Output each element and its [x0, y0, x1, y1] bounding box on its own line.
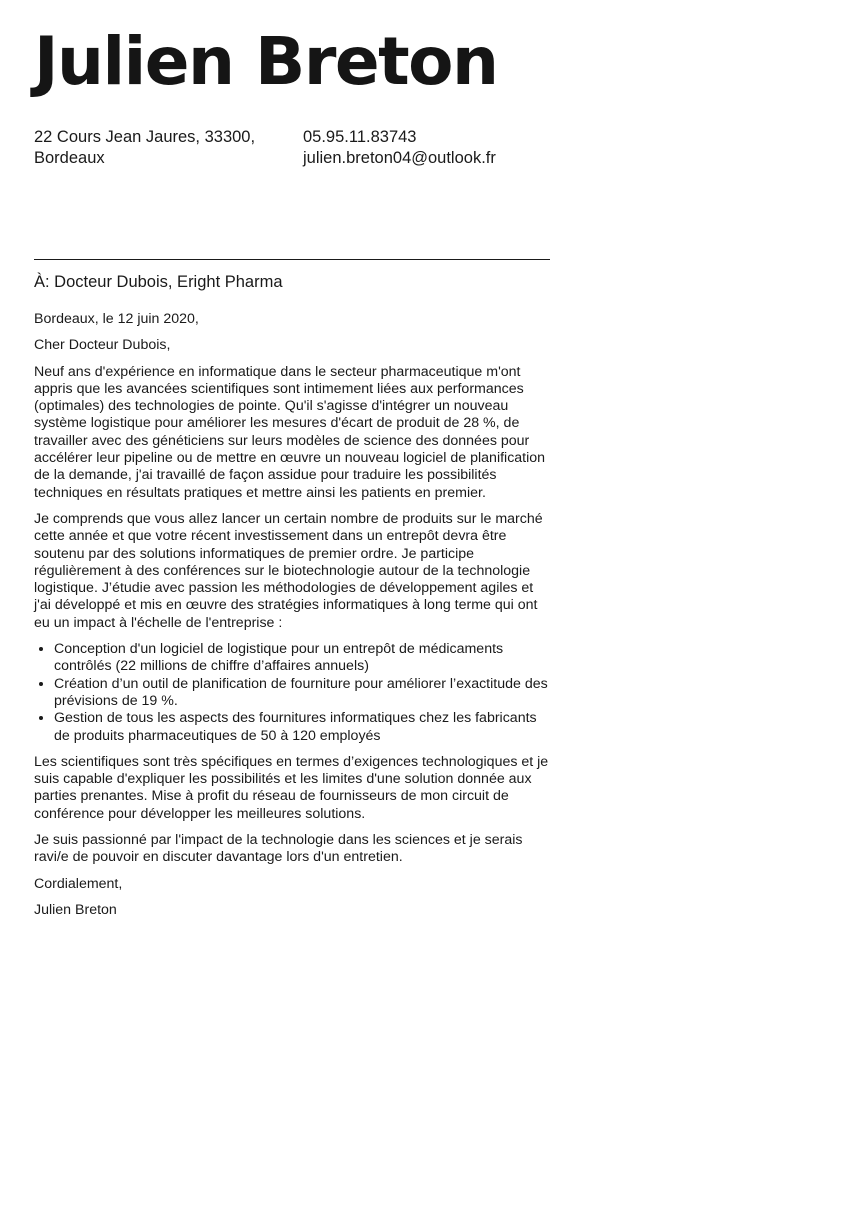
letter-body — [34, 311, 554, 928]
salutation: Cher Docteur Dubois, — [34, 337, 171, 354]
paragraph-2: Je comprends que vous allez lancer un certain nombre de produits sur le marché cette année et que votre récent investissement dans un entrepôt devra être soutenu par des solutions informatiques de premier ordre. Je participe régulièrement à des conférences sur le biotechnologie autour de la technologie logistique. J’étudie avec passion les méthodologies de développement agiles et j'ai développé et mis en œuvre des stratégies informatiques à long terme qui ont eu un impact à l'échelle de l'entreprise : — [34, 510, 543, 631]
list-item: • Création d’un outil de planification de fourniture pour améliorer l’exactitude des prévisions de 19 %. — [54, 676, 554, 711]
paragraph-4: Je suis passionné par l'impact de la technologie dans les sciences et je serais ravi/e de pouvoir en discuter davantage lors d'un entretien. — [34, 832, 523, 866]
divider-line — [34, 259, 550, 260]
list-item: • Gestion de tous les aspects des fournitures informatiques chez les fabricants de produits pharmaceutiques de 50 à 120 employés — [54, 710, 554, 745]
address-line-1: 22 Cours Jean Jaures, 33300, — [34, 128, 256, 146]
sender-address — [34, 127, 255, 169]
email-address: julien.breton04@outlook.fr — [303, 149, 496, 167]
phone-number: 05.95.11.83743 — [303, 128, 417, 146]
sender-contact — [303, 127, 496, 169]
address-line-2: Bordeaux — [34, 149, 105, 167]
recipient-line: À: Docteur Dubois, Eright Pharma — [34, 273, 283, 291]
achievements-list — [34, 641, 554, 745]
paragraph-1: Neuf ans d'expérience en informatique dans le secteur pharmaceutique m'ont appris que les avancées scientifiques sont intimement liées aux performances (optimales) des technologies de pointe. Qu'il s'agisse d'intégrer un nouveau système logistique pour améliorer les mesures d'écart de produit de 28 %, de travailler avec des généticiens sur leurs modèles de science des données pour accélérer leur pipeline ou de mettre en œuvre un nouveau logiciel de planification de la demande, j'ai travaillé de façon assidue pour traduire les possibilités techniques en résultats pratiques et mettre ainsi les patients en premier. — [34, 363, 546, 501]
signature: Julien Breton — [34, 901, 117, 918]
closing: Cordialement, — [34, 875, 123, 892]
list-item: • Conception d'un logiciel de logistique pour un entrepôt de médicaments contrôlés (22 millions de chiffre d’affaires annuels) — [54, 641, 554, 676]
paragraph-3: Les scientifiques sont très spécifiques en termes d’exigences technologiques et je suis capable d'expliquer les possibilités et les limites d'une solution donnée aux parties prenantes. Mise à profit du réseau de fournisseurs de mon circuit de conférence pour développer les meilleures solutions. — [34, 753, 549, 822]
sender-name: Julien Breton — [34, 23, 498, 100]
date-line: Bordeaux, le 12 juin 2020, — [34, 311, 199, 327]
